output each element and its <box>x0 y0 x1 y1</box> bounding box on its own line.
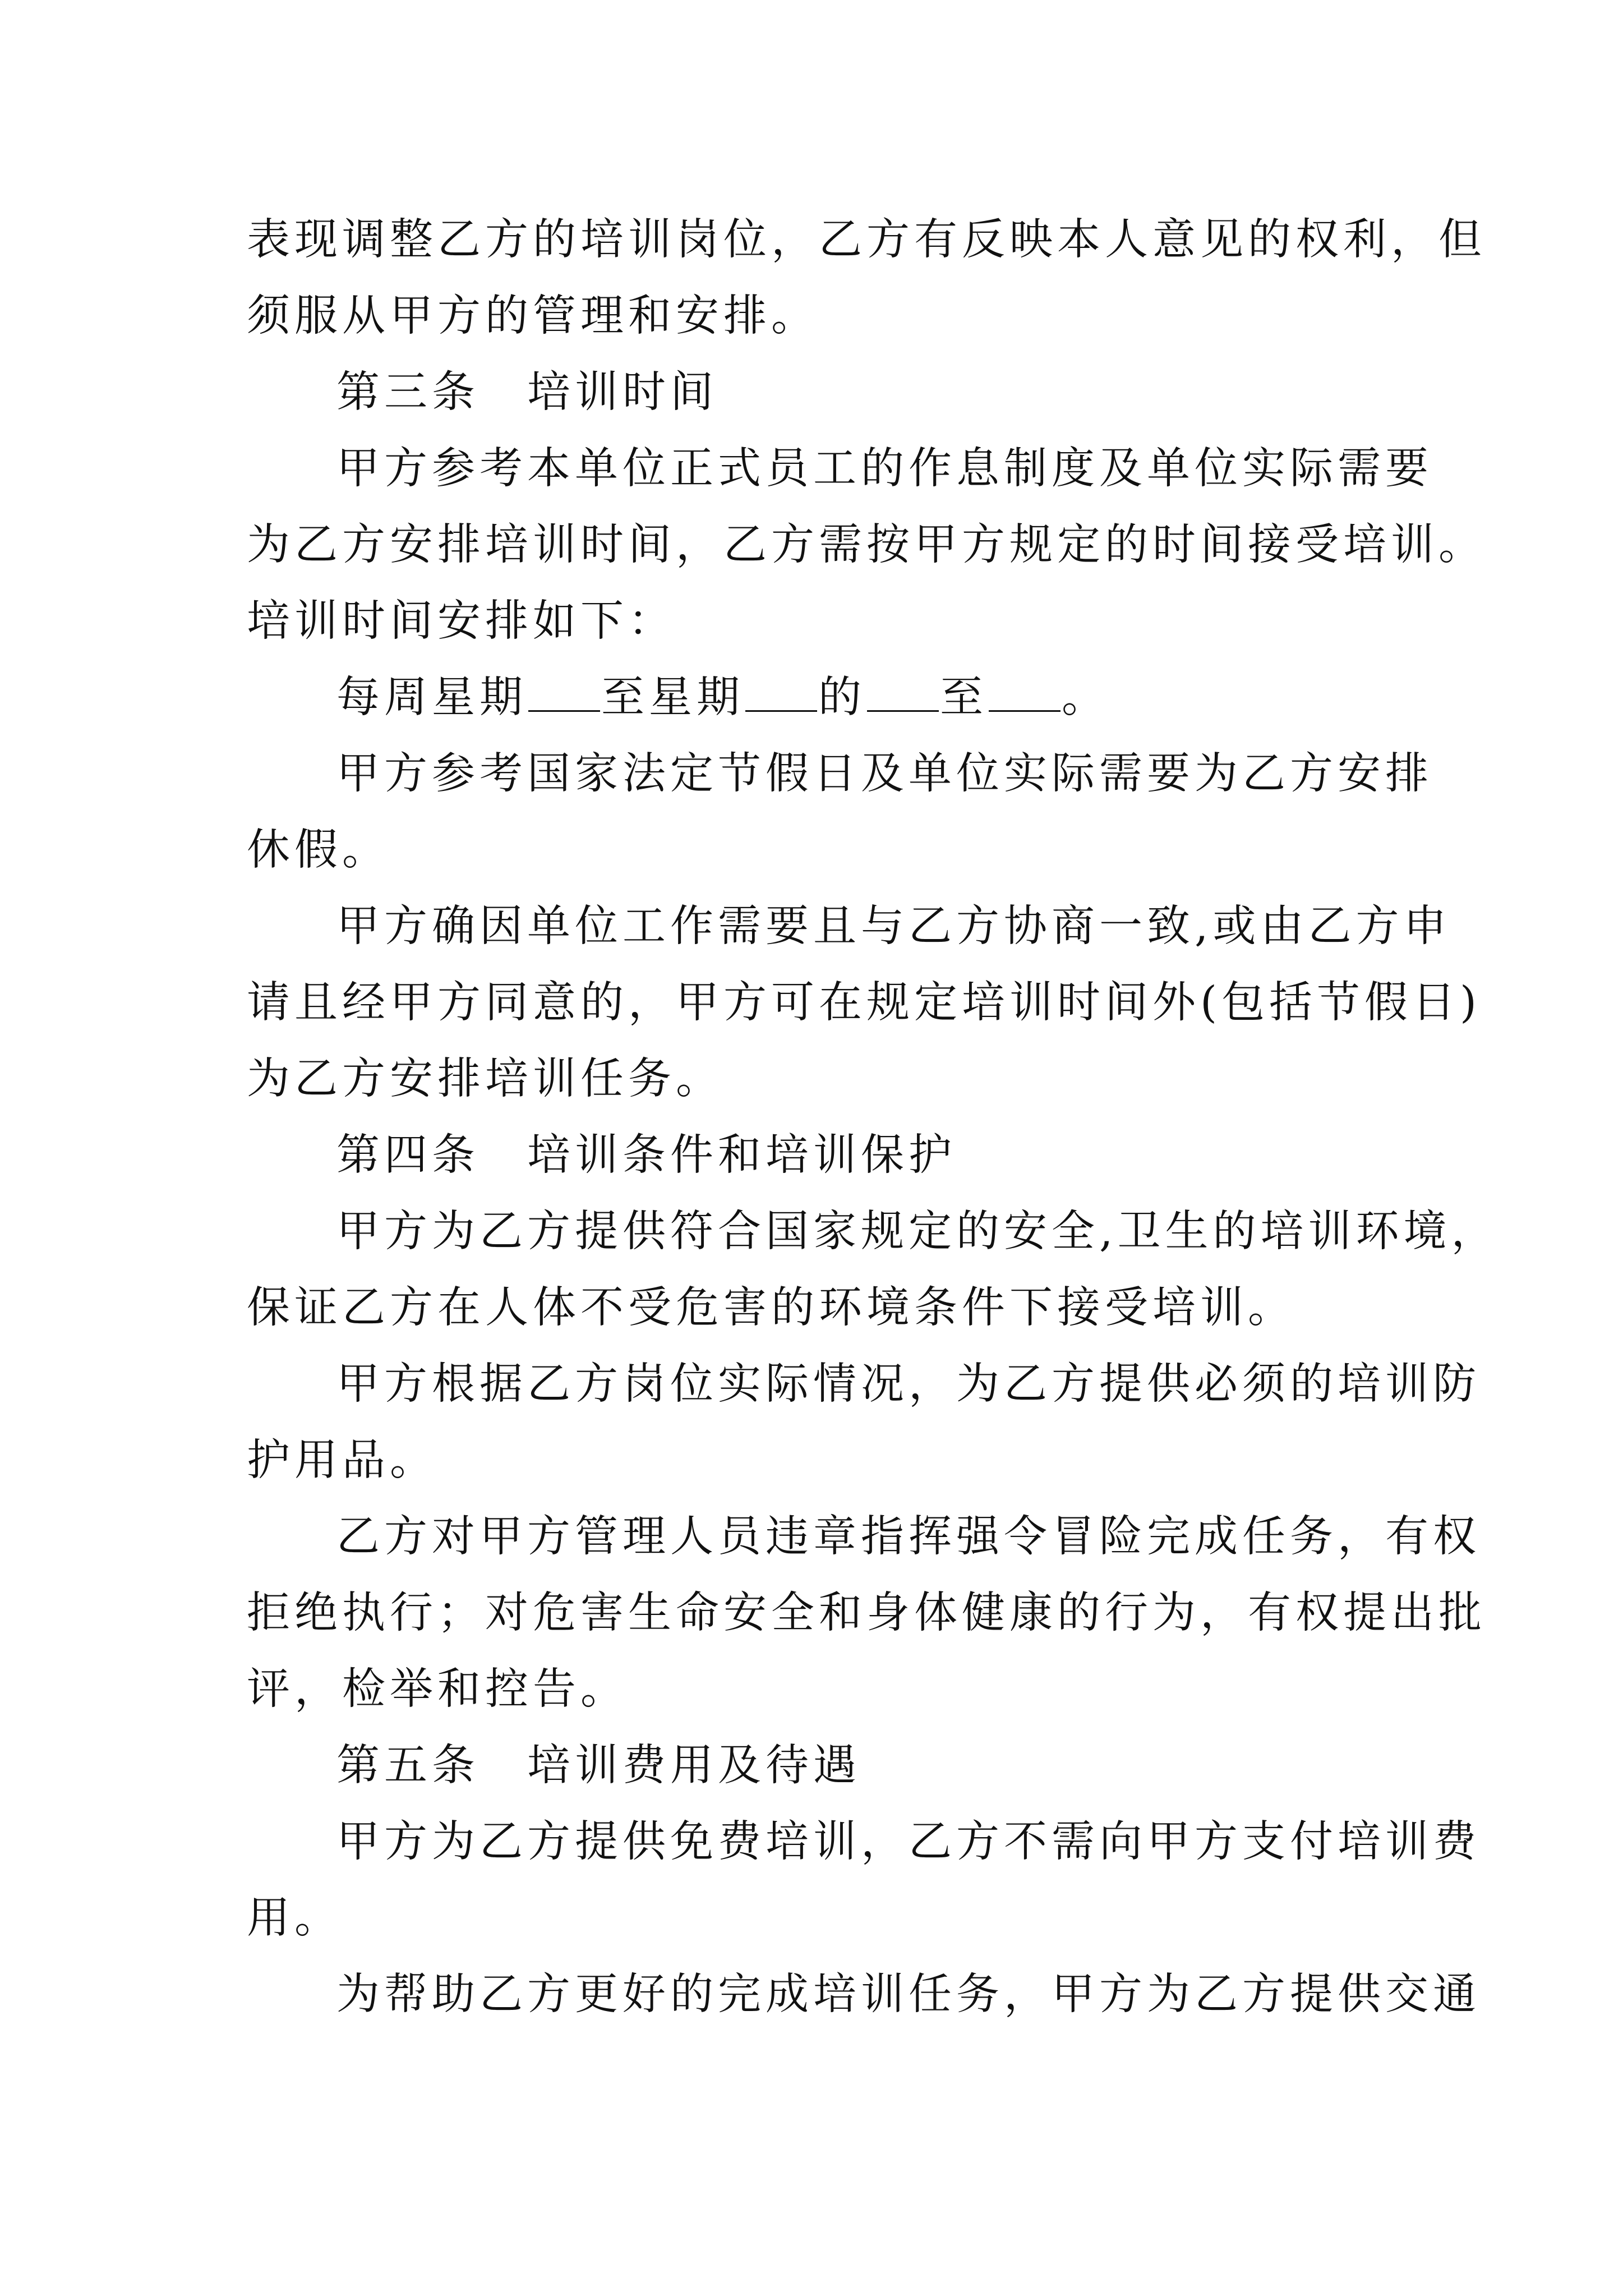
schedule-text: 至星期 <box>601 673 744 723</box>
paragraph-line: 为帮助乙方更好的完成培训任务，甲方为乙方提供交通 <box>336 1970 1481 2019</box>
paragraph-line: 请且经甲方同意的，甲方可在规定培训时间外(包括节假日) <box>247 978 1482 1028</box>
article-heading-4: 第四条 培训条件和培训保护 <box>336 1130 956 1180</box>
paragraph-line: 为乙方安排培训任务。 <box>247 1054 723 1104</box>
paragraph-line: 为乙方安排培训时间，乙方需按甲方规定的时间接受培训。 <box>247 520 1486 570</box>
paragraph-line: 甲方根据乙方岗位实际情况，为乙方提供必须的培训防 <box>336 1359 1481 1409</box>
paragraph-line: 乙方对甲方管理人员违章指挥强令冒险完成任务，有权 <box>336 1512 1481 1562</box>
blank-field <box>745 708 817 712</box>
schedule-text: 的 <box>818 673 866 723</box>
schedule-text: 。 <box>1062 673 1109 723</box>
paragraph-line: 评，检举和控告。 <box>247 1664 628 1714</box>
paragraph-line: 护用品。 <box>247 1435 437 1485</box>
paragraph-line: 拒绝执行；对危害生命安全和身体健康的行为，有权提出批 <box>247 1588 1486 1638</box>
paragraph-line: 休假。 <box>247 825 390 875</box>
paragraph-line: 须服从甲方的管理和安排。 <box>247 291 819 341</box>
blank-field <box>528 708 600 712</box>
document-body <box>247 202 1499 2033</box>
paragraph-line: 甲方为乙方提供符合国家规定的安全,卫生的培训环境， <box>336 1207 1499 1257</box>
schedule-text: 每周星期 <box>336 673 527 723</box>
paragraph-line: 甲方为乙方提供免费培训，乙方不需向甲方支付培训费 <box>336 1817 1481 1867</box>
paragraph-line: 培训时间安排如下： <box>247 596 676 646</box>
article-heading-5: 第五条 培训费用及待遇 <box>336 1741 861 1791</box>
paragraph-line: 甲方确因单位工作需要且与乙方协商一致,或由乙方申 <box>336 901 1451 951</box>
paragraph-line: 甲方参考本单位正式员工的作息制度及单位实际需要 <box>336 444 1433 494</box>
paragraph-line: 甲方参考国家法定节假日及单位实际需要为乙方安排 <box>336 749 1433 799</box>
schedule-text: 至 <box>940 673 988 723</box>
paragraph-line: 用。 <box>247 1893 342 1943</box>
article-heading-3: 第三条 培训时间 <box>336 367 718 417</box>
blank-field <box>867 708 939 712</box>
blank-field <box>989 708 1061 712</box>
paragraph-line: 保证乙方在人体不受危害的环境条件下接受培训。 <box>247 1283 1295 1333</box>
schedule-line <box>247 660 1391 736</box>
paragraph-line: 表现调整乙方的培训岗位，乙方有反映本人意见的权利，但 <box>247 215 1486 265</box>
